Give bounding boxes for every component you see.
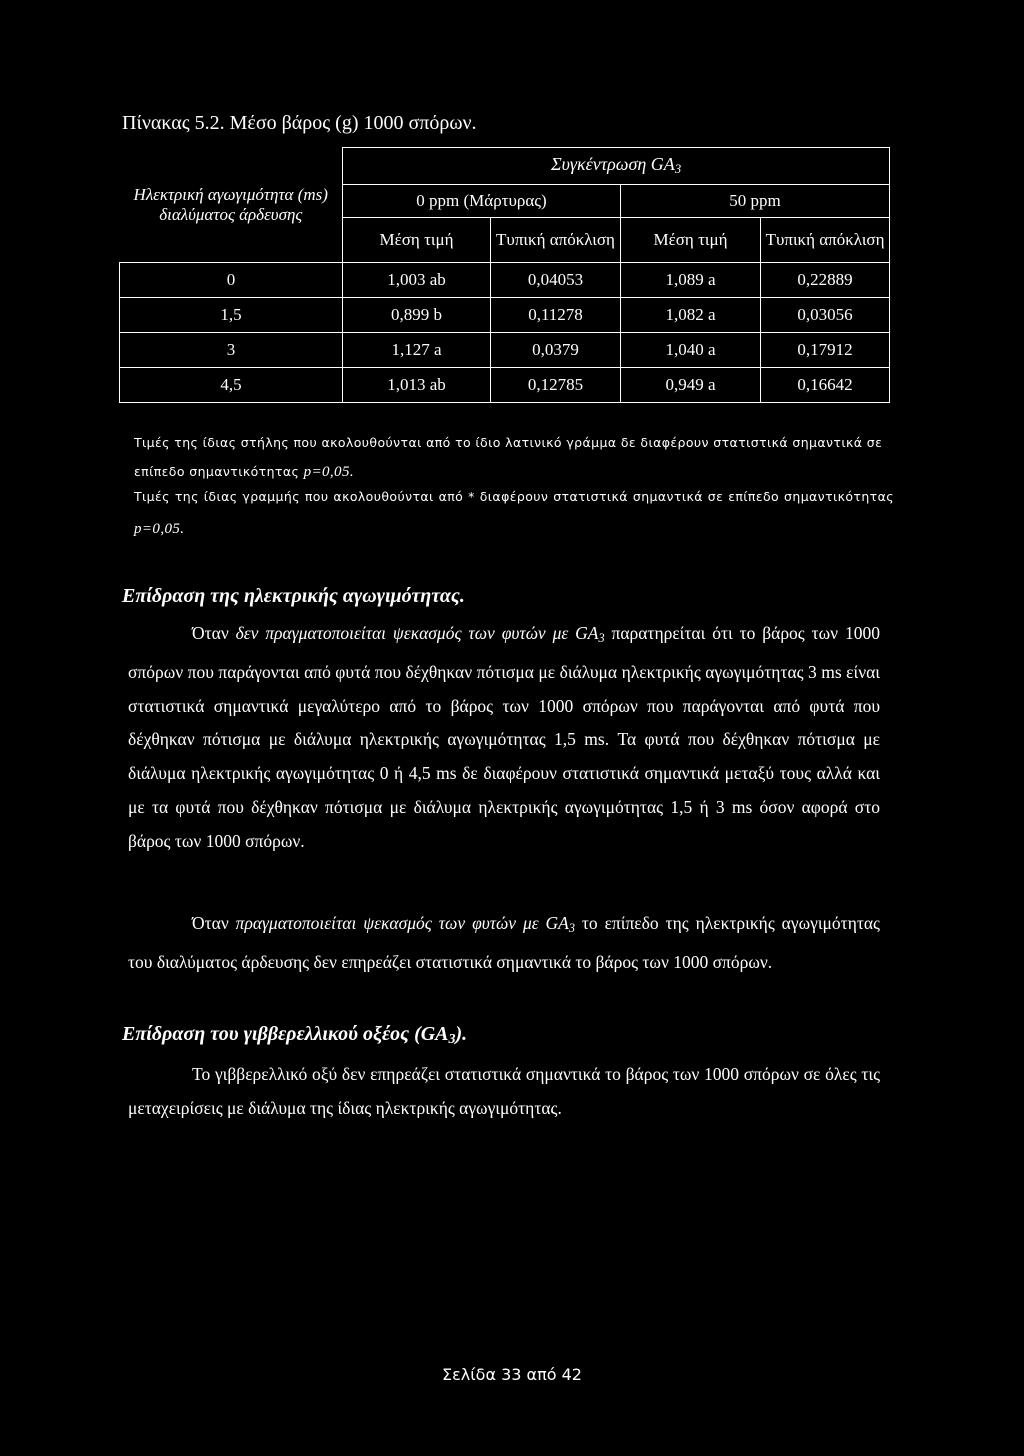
row-header-label: Ηλεκτρική αγωγιμότητα (ms) διαλύματος άρδευσης xyxy=(133,184,328,224)
table-cell: 4,5 xyxy=(120,368,343,403)
page-number-footer: Σελίδα 33 από 42 xyxy=(442,1365,582,1384)
table-cell: 0,22889 xyxy=(761,263,890,298)
table-cell: 1,040 a xyxy=(621,333,761,368)
table-cell: 0,899 b xyxy=(343,298,491,333)
table-cell: 1,5 xyxy=(120,298,343,333)
table-caption: Πίνακας 5.2. Μέσο βάρος (g) 1000 σπόρων. xyxy=(122,112,477,134)
table-note-1: Τιμές της ίδιας στήλης που ακολουθούνται από το ίδιο λατινικό γράμμα δε διαφέρουν στατιστικά σημαντικά σε επίπεδο σημαντικότητας p=0,05. xyxy=(134,435,883,480)
table-cell: 1,127 a xyxy=(343,333,491,368)
paragraph-ga3-effect: Το γιββερελλικό οξύ δεν επηρεάζει στατιστικά σημαντικά το βάρος των 1000 σπόρων σε όλες τις μεταχειρίσεις με διάλυμα της ίδιας ηλεκτρικής αγωγιμότητας. xyxy=(128,1064,880,1118)
paragraph-no-spray: Όταν δεν πραγματοποιείται ψεκασμός των φυτών με $GA_3$ παρατηρείται ότι το βάρος των 1000 σπόρων που παράγονται από φυτά που δέχθηκαν πότισμα με διάλυμα ηλεκτρικής αγωγιμότητας 3 ms είναι στατιστικά σημαντικά μεγαλύτερο από το βάρος των 1000 σπόρων που παράγονται από φυτά που δέχθηκαν πότισμα με διάλυμα ηλεκτρικής αγωγιμότητας 1,5 ms. Τα φυτά που δέχθηκαν πότισμα με διάλυμα ηλεκτρικής αγωγιμότητας 0 ή 4,5 ms δε διαφέρουν στατιστικά σημαντικά μεταξύ τους αλλά και με τα φυτά που δέχθηκαν πότισμα με διάλυμα ηλεκτρικής αγωγιμότητας 1,5 ή 3 ms όσον αφορά στο βάρος των 1000 σπόρων. xyxy=(128,623,880,851)
table-cell: 0 xyxy=(120,263,343,298)
table-cell: 1,089 a xyxy=(621,263,761,298)
seed-weight-table xyxy=(119,147,890,403)
concentration-header: Συγκέντρωση $GA_3$ xyxy=(343,148,890,185)
table-cell: 0,16642 xyxy=(761,368,890,403)
group-header: 50 ppm xyxy=(621,185,890,218)
table-cell: 0,17912 xyxy=(761,333,890,368)
paragraph-with-spray: Όταν πραγματοποιείται ψεκασμός των φυτών με $GA_3$ το επίπεδο της ηλεκτρικής αγωγιμότητας του διαλύματος άρδευσης δεν επηρεάζει στατιστικά σημαντικά το βάρος των 1000 σπόρων. xyxy=(128,913,880,972)
table-note-2: Τιμές της ίδιας γραμμής που ακολουθούνται από * διαφέρουν στατιστικά σημαντικά σε επίπεδο σημαντικότητας p=0,05. xyxy=(134,489,894,537)
section-heading-conductivity: Επίδραση της ηλεκτρικής αγωγιμότητας. xyxy=(122,585,465,607)
table-cell: 0,12785 xyxy=(491,368,621,403)
table-row xyxy=(120,298,890,333)
table-cell: 1,003 ab xyxy=(343,263,491,298)
section-heading-ga3: Επίδραση του γιββερελλικού οξέος $(GA_3)$. xyxy=(122,1023,468,1047)
table-cell: 1,082 a xyxy=(621,298,761,333)
table-row xyxy=(120,333,890,368)
table-cell: 1,013 ab xyxy=(343,368,491,403)
table-cell: 3 xyxy=(120,333,343,368)
table-cell: 0,04053 xyxy=(491,263,621,298)
group-header: 0 ppm (Μάρτυρας) xyxy=(343,185,621,218)
stat-header: Μέση τιμή xyxy=(343,218,491,263)
table-cell: 0,0379 xyxy=(491,333,621,368)
table-row xyxy=(120,368,890,403)
stat-header: Τυπική απόκλιση xyxy=(491,218,621,263)
table-row xyxy=(120,263,890,298)
stat-header: Τυπική απόκλιση xyxy=(761,218,890,263)
table-cell: 0,11278 xyxy=(491,298,621,333)
stat-header: Μέση τιμή xyxy=(621,218,761,263)
table-cell: 0,03056 xyxy=(761,298,890,333)
table-cell: 0,949 a xyxy=(621,368,761,403)
